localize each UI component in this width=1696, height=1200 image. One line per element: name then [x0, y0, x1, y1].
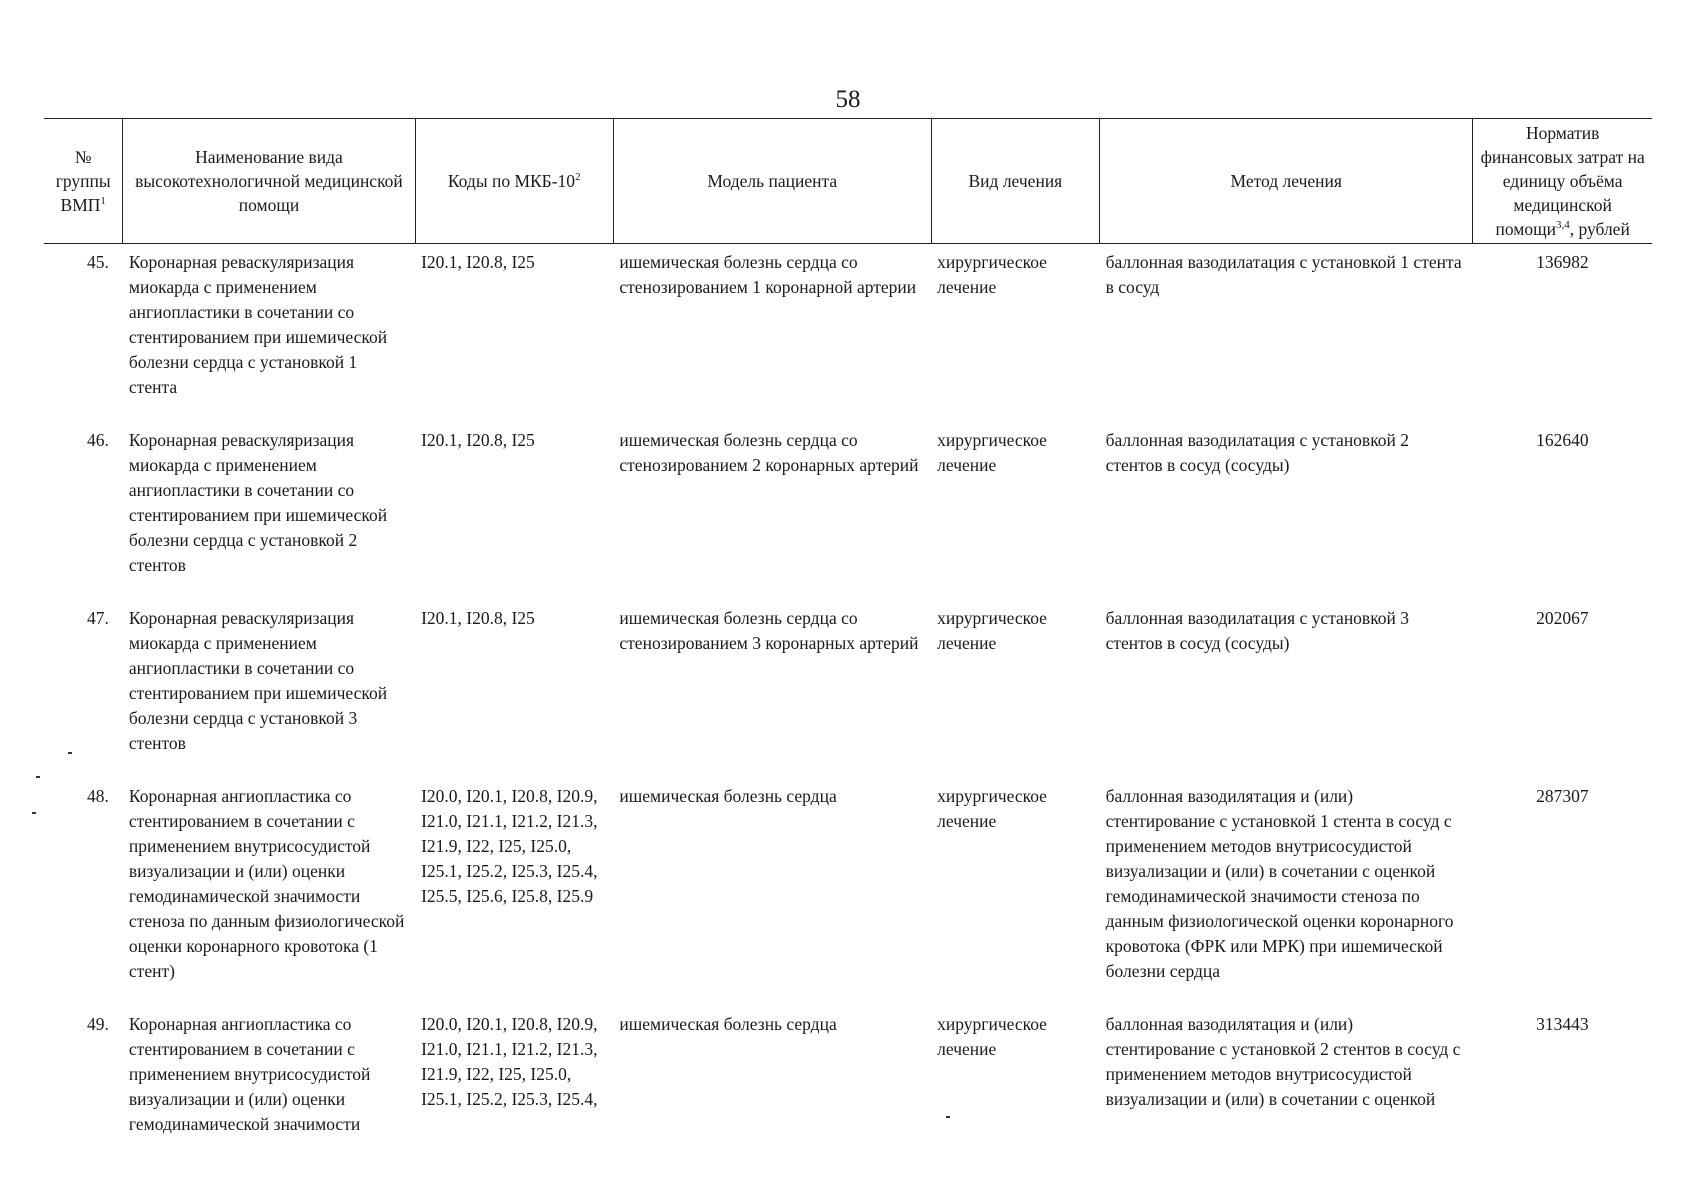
- header-treatment-method: Метод лечения: [1100, 119, 1473, 244]
- table-row: [44, 606, 1652, 784]
- scan-speck: [68, 752, 72, 754]
- page-number: 58: [835, 86, 861, 113]
- care-type-name: Коронарная реваскуляризация миокарда с применением ангиопластики в сочетании со стентированием при ишемической болезни сердца с установкой 3 стентов: [128, 608, 388, 753]
- patient-model: ишемическая болезнь сердца со стенозированием 1 коронарной артерии: [619, 252, 917, 297]
- table-row: [44, 244, 1652, 429]
- table-row: [44, 1012, 1652, 1137]
- treatment-type: хирургическое лечение: [937, 608, 1047, 653]
- patient-model: ишемическая болезнь сердца: [619, 786, 837, 806]
- group-number: 49.: [87, 1014, 109, 1034]
- patient-model: ишемическая болезнь сердца: [619, 1014, 837, 1034]
- table-row: [44, 428, 1652, 606]
- table-header: [44, 119, 1652, 244]
- header-group-number-text: № группы ВМП: [55, 147, 111, 215]
- treatment-method: баллонная вазодилятация и (или) стентирование с установкой 1 стента в сосуд с применением методов внутрисосудистой визуализации и (или) в сочетании с оценкой гемодинамической значимости стеноза по данным физиологической оценки коронарного кровотока (ФРК или МРК) при ишемической болезни сердца: [1105, 786, 1454, 981]
- header-icd-codes: [415, 119, 613, 244]
- icd-codes: I20.1, I20.8, I25: [421, 252, 535, 272]
- footnote-1-marker: 1: [100, 195, 106, 208]
- header-care-type-name: Наименование вида высокотехнологичной медицинской помощи: [123, 119, 415, 244]
- icd-codes: I20.0, I20.1, I20.8, I20.9, I21.0, I21.1, I21.2, I21.3, I21.9, I22, I25, I25.0, I25.1, I25.2, I25.3, I25.4,: [421, 1014, 598, 1109]
- treatment-method: баллонная вазодилатация с установкой 1 стента в сосуд: [1105, 252, 1462, 297]
- scan-speck: [36, 776, 40, 778]
- vmp-table: [44, 118, 1652, 1137]
- header-cost-norm-text: Норматив финансовых затрат на единицу объёма медицинской помощи: [1480, 123, 1645, 239]
- header-patient-model: Модель пациента: [613, 119, 931, 244]
- icd-codes: I20.1, I20.8, I25: [421, 608, 535, 628]
- cost-norm: 287307: [1536, 786, 1589, 806]
- header-group-number: [44, 119, 123, 244]
- care-type-name: Коронарная реваскуляризация миокарда с применением ангиопластики в сочетании со стентированием при ишемической болезни сердца с установкой 1 стента: [128, 252, 388, 397]
- cost-norm: 202067: [1536, 608, 1589, 628]
- treatment-type: хирургическое лечение: [937, 786, 1047, 831]
- treatment-type: хирургическое лечение: [937, 1014, 1047, 1059]
- cost-norm: 162640: [1536, 430, 1589, 450]
- treatment-type: хирургическое лечение: [937, 430, 1047, 475]
- patient-model: ишемическая болезнь сердца со стенозированием 2 коронарных артерий: [619, 430, 919, 475]
- care-type-name: Коронарная ангиопластика со стентированием в сочетании с применением внутрисосудистой визуализации и (или) оценки гемодинамической значимости: [128, 1014, 371, 1134]
- footnote-3-4-marker: 3,4: [1555, 219, 1570, 232]
- footnote-2-marker: 2: [575, 171, 581, 184]
- group-number: 47.: [87, 608, 109, 628]
- header-cost-unit: , рублей: [1569, 219, 1630, 239]
- header-icd-codes-text: Коды по МКБ-10: [447, 171, 576, 191]
- header-treatment-type: Вид лечения: [931, 119, 1099, 244]
- icd-codes: I20.0, I20.1, I20.8, I20.9, I21.0, I21.1, I21.2, I21.3, I21.9, I22, I25, I25.0, I25.1, I25.2, I25.3, I25.4, I25.5, I25.6, I25.8, I25.9: [421, 786, 598, 906]
- treatment-type: хирургическое лечение: [937, 252, 1047, 297]
- care-type-name: Коронарная ангиопластика со стентированием в сочетании с применением внутрисосудистой визуализации и (или) оценки гемодинамической значимости стеноза по данным физиологической оценки коронарного кровотока (1 стент): [128, 786, 405, 981]
- scan-speck: [946, 1116, 950, 1118]
- icd-codes: I20.1, I20.8, I25: [421, 430, 535, 450]
- treatment-method: баллонная вазодилатация с установкой 3 стентов в сосуд (сосуды): [1105, 608, 1410, 653]
- treatment-method: баллонная вазодилатация с установкой 2 стентов в сосуд (сосуды): [1105, 430, 1410, 475]
- care-type-name: Коронарная реваскуляризация миокарда с применением ангиопластики в сочетании со стентированием при ишемической болезни сердца с установкой 2 стентов: [128, 430, 388, 575]
- group-number: 45.: [87, 252, 109, 272]
- cost-norm: 136982: [1536, 252, 1589, 272]
- patient-model: ишемическая болезнь сердца со стенозированием 3 коронарных артерий: [619, 608, 919, 653]
- group-number: 48.: [87, 786, 109, 806]
- group-number: 46.: [87, 430, 109, 450]
- header-cost-norm: [1473, 119, 1652, 244]
- table-row: [44, 784, 1652, 1012]
- treatment-method: баллонная вазодилятация и (или) стентирование с установкой 2 стентов в сосуд с применением методов внутрисосудистой визуализации и (или) в сочетании с оценкой: [1105, 1014, 1461, 1109]
- cost-norm: 313443: [1536, 1014, 1589, 1034]
- scan-speck: [32, 812, 36, 814]
